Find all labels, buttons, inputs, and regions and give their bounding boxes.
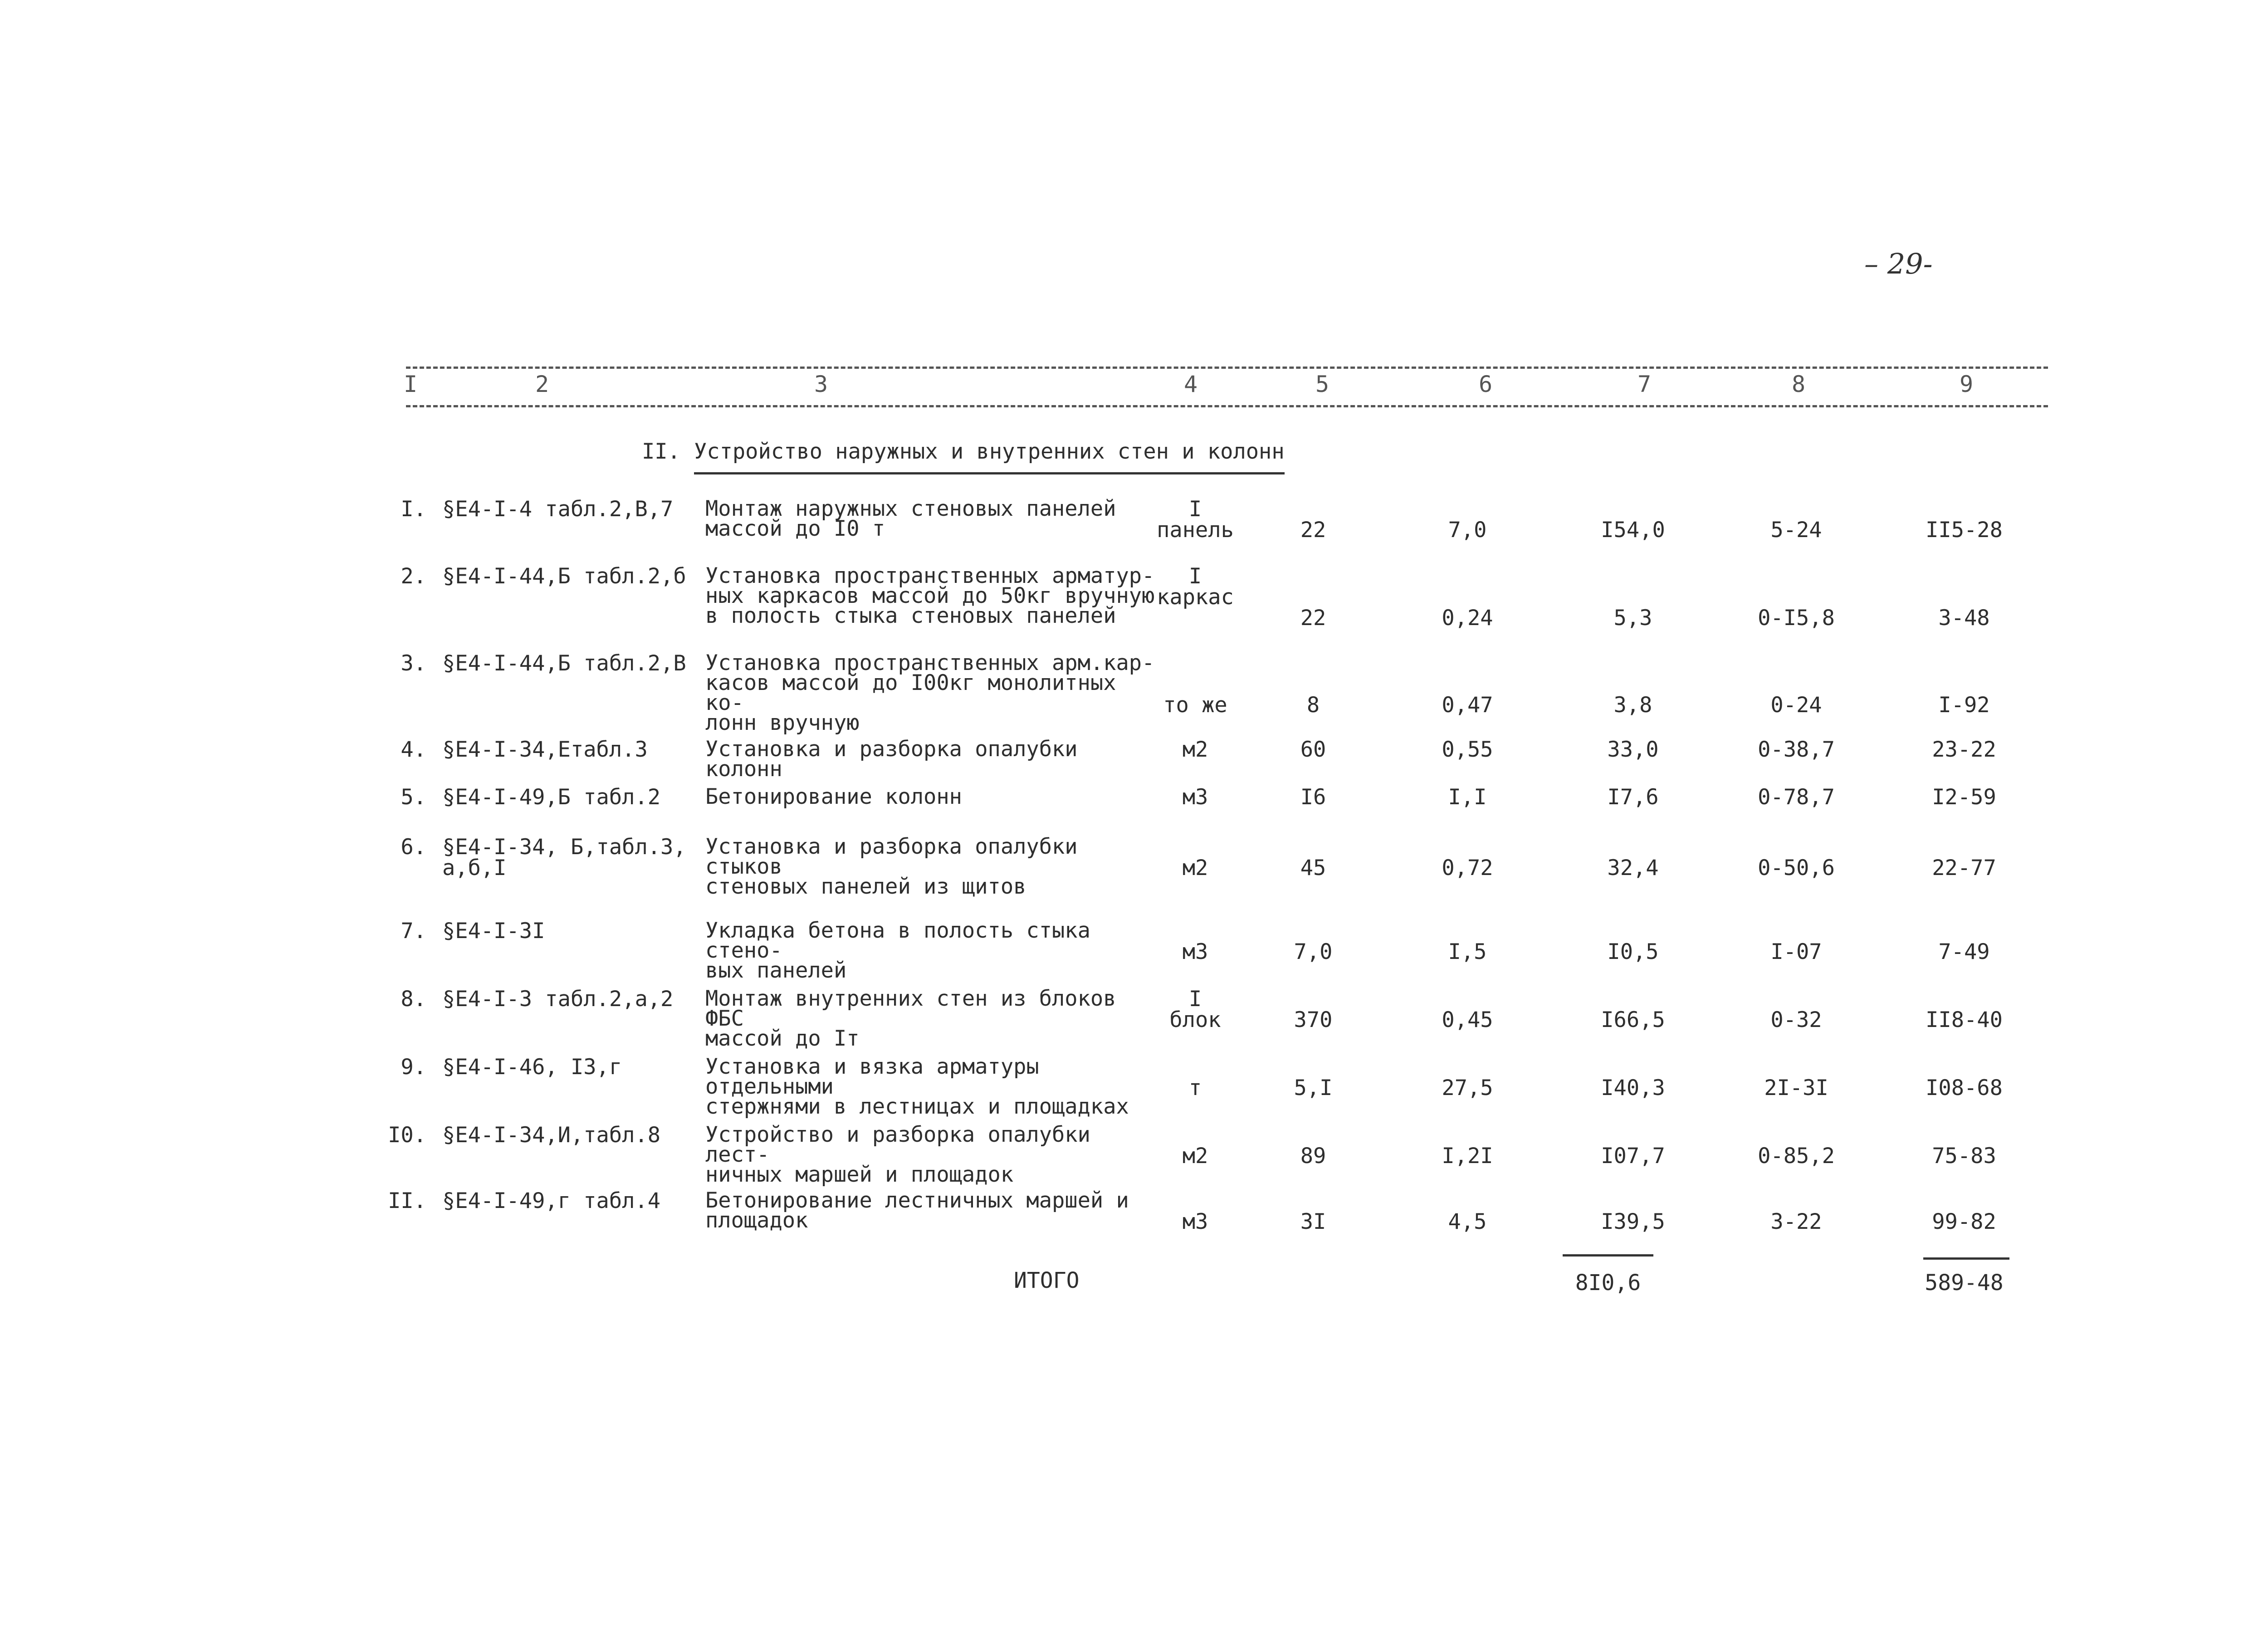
unit-of-measure: м3 [1182, 939, 1208, 964]
unit-of-measure: т [1188, 1076, 1202, 1100]
norm-reference: §Е4-I-49,Б табл.2 [442, 785, 661, 810]
section-title: Устройство наружных и внутренних стен и колонн [694, 439, 1285, 474]
column-number: 7 [1637, 371, 1652, 397]
unit-of-measure: м3 [1182, 785, 1208, 810]
norm-reference: §Е4-I-3I [442, 919, 545, 944]
labor-total: 5,3 [1613, 606, 1652, 631]
column-number: 5 [1315, 371, 1330, 397]
work-description: Устройство и разборка опалубки лест- ничных маршей и площадок [705, 1122, 1090, 1187]
norm-reference: §Е4-I-44,Б табл.2,В [442, 651, 686, 676]
quantity: 22 [1300, 518, 1326, 543]
column-9-sum-rule [1923, 1257, 2009, 1260]
quantity: 5,I [1294, 1076, 1333, 1100]
row-number: 5. [401, 785, 426, 810]
labor-per-unit: I,I [1448, 785, 1487, 810]
work-description: Установка пространственных арматур- ных каркасов массой до 50кг вручную в полость стыка стеновых панелей [705, 563, 1155, 628]
labor-total: 3,8 [1613, 693, 1652, 718]
labor-per-unit: 0,72 [1442, 856, 1493, 880]
quantity: I6 [1300, 785, 1326, 810]
norm-reference: §Е4-I-49,г табл.4 [442, 1188, 661, 1213]
cost-per-unit: 0-78,7 [1758, 785, 1835, 810]
quantity: 8 [1306, 693, 1320, 718]
norm-reference: §Е4-I-34,И,табл.8 [442, 1123, 661, 1148]
cost-per-unit: 0-I5,8 [1758, 606, 1835, 631]
cost-per-unit: 0-85,2 [1758, 1144, 1835, 1169]
labor-total: I39,5 [1601, 1209, 1665, 1234]
quantity: 22 [1300, 606, 1326, 631]
labor-per-unit: 0,55 [1442, 737, 1493, 762]
cost-total: II8-40 [1926, 1007, 2003, 1032]
norm-reference: §Е4-I-4 табл.2,В,7 [442, 497, 674, 522]
labor-per-unit: 0,47 [1442, 693, 1493, 718]
labor-per-unit: 27,5 [1442, 1076, 1493, 1100]
quantity: 89 [1300, 1144, 1326, 1169]
cost-per-unit: 0-38,7 [1758, 737, 1835, 762]
row-number: 7. [401, 919, 426, 944]
row-number: 8. [401, 987, 426, 1012]
column-number: 8 [1791, 371, 1806, 397]
labor-per-unit: 0,45 [1442, 1007, 1493, 1032]
quantity: 45 [1300, 856, 1326, 880]
row-number: I. [401, 497, 426, 522]
quantity: 60 [1300, 737, 1326, 762]
work-description: Установка пространственных арм.кар- касов массой до I00кг монолитных ко- лонн вручную [705, 650, 1155, 735]
labor-per-unit: 0,24 [1442, 606, 1493, 631]
unit-of-measure: I каркас [1157, 564, 1234, 610]
cost-total: 3-48 [1938, 606, 1990, 631]
cost-total: 23-22 [1932, 737, 1996, 762]
unit-of-measure: I блок [1169, 987, 1221, 1032]
row-number: 3. [401, 651, 426, 676]
work-description: Установка и разборка опалубки колонн [705, 737, 1078, 782]
labor-total: I7,6 [1607, 785, 1659, 810]
unit-of-measure: I панель [1157, 497, 1234, 543]
total-column-7: 8I0,6 [1575, 1270, 1641, 1296]
work-description: Бетонирование лестничных маршей и площадок [705, 1188, 1129, 1233]
row-number: 2. [401, 564, 426, 589]
work-description: Укладка бетона в полость стыка стено- вых панелей [705, 918, 1090, 983]
labor-total: I0,5 [1607, 939, 1659, 964]
cost-total: II5-28 [1926, 518, 2003, 543]
header-bottom-rule [406, 405, 2048, 407]
cost-total: 7-49 [1938, 939, 1990, 964]
section-number: II. [642, 439, 680, 464]
work-description: Установка и разборка опалубки стыков стеновых панелей из щитов [705, 834, 1078, 899]
total-column-9: 589-48 [1925, 1270, 2004, 1296]
column-7-sum-rule [1563, 1254, 1653, 1257]
column-number: I [403, 371, 418, 397]
unit-of-measure: м2 [1182, 856, 1208, 880]
total-label: ИТОГО [1014, 1268, 1080, 1293]
cost-per-unit: 5-24 [1770, 518, 1822, 543]
column-number: 4 [1183, 371, 1198, 397]
labor-per-unit: 4,5 [1448, 1209, 1487, 1234]
cost-per-unit: 3-22 [1770, 1209, 1822, 1234]
labor-total: I40,3 [1601, 1076, 1665, 1100]
cost-total: I08-68 [1926, 1076, 2003, 1100]
labor-per-unit: I,2I [1442, 1144, 1493, 1169]
unit-of-measure: то же [1163, 693, 1227, 718]
row-number: 6. [401, 835, 426, 860]
labor-total: I07,7 [1601, 1144, 1665, 1169]
work-description: Монтаж наружных стеновых панелей массой до I0 т [705, 496, 1116, 541]
quantity: 3I [1300, 1209, 1326, 1234]
cost-per-unit: I-07 [1770, 939, 1822, 964]
quantity: 370 [1294, 1007, 1333, 1032]
row-number: II. [388, 1188, 426, 1213]
cost-total: 22-77 [1932, 856, 1996, 880]
column-number: 9 [1959, 371, 1974, 397]
labor-per-unit: 7,0 [1448, 518, 1487, 543]
row-number: I0. [388, 1123, 426, 1148]
norm-reference: §Е4-I-34,Етабл.3 [442, 737, 648, 762]
work-description: Монтаж внутренних стен из блоков ФБС массой до Iт [705, 986, 1116, 1051]
cost-per-unit: 0-32 [1770, 1007, 1822, 1032]
norm-reference: §Е4-I-44,Б табл.2,б [442, 564, 686, 589]
unit-of-measure: м2 [1182, 737, 1208, 762]
unit-of-measure: м2 [1182, 1144, 1208, 1169]
unit-of-measure: м3 [1182, 1209, 1208, 1234]
labor-total: 33,0 [1607, 737, 1659, 762]
work-description: Бетонирование колонн [705, 784, 962, 809]
header-top-rule [406, 367, 2048, 369]
column-number: 3 [814, 371, 828, 397]
row-number: 9. [401, 1055, 426, 1080]
cost-per-unit: 0-24 [1770, 693, 1822, 718]
norm-reference: §Е4-I-3 табл.2,а,2 [442, 987, 674, 1012]
cost-total: I2-59 [1932, 785, 1996, 810]
cost-total: 99-82 [1932, 1209, 1996, 1234]
row-number: 4. [401, 737, 426, 762]
labor-per-unit: I,5 [1448, 939, 1487, 964]
norm-reference: §Е4-I-34, Б,табл.3, а,б,I [442, 835, 686, 880]
cost-per-unit: 0-50,6 [1758, 856, 1835, 880]
work-description: Установка и вязка арматуры отдельными стержнями в лестницах и площадках [705, 1054, 1129, 1119]
page-number: – 29- [1864, 247, 1933, 280]
labor-total: I54,0 [1601, 518, 1665, 543]
quantity: 7,0 [1294, 939, 1333, 964]
norm-reference: §Е4-I-46, I3,г [442, 1055, 622, 1080]
labor-total: I66,5 [1601, 1007, 1665, 1032]
column-number: 6 [1478, 371, 1493, 397]
cost-total: 75-83 [1932, 1144, 1996, 1169]
labor-total: 32,4 [1607, 856, 1659, 880]
cost-per-unit: 2I-3I [1764, 1076, 1828, 1100]
cost-total: I-92 [1938, 693, 1990, 718]
column-number: 2 [535, 371, 549, 397]
